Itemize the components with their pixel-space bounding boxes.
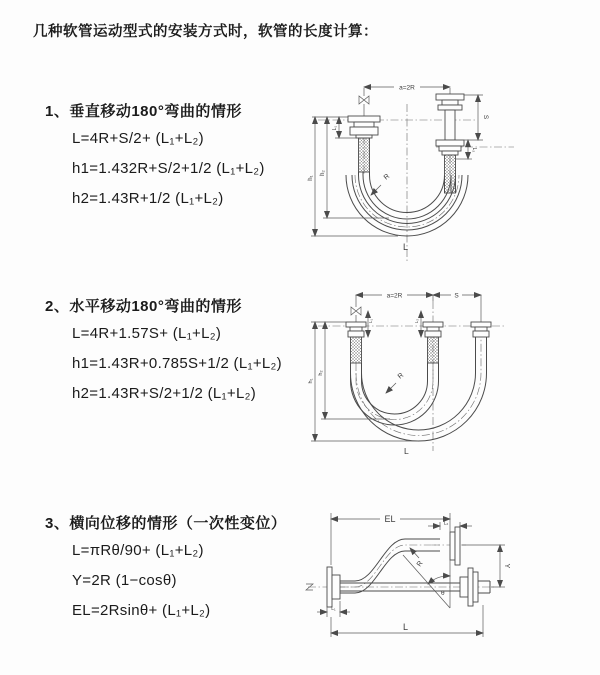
dim-L1 (317, 601, 350, 617)
section3-formula-EL: EL=2Rsinθ+ (L₁+L₂) (72, 602, 211, 619)
dim-label-l: L (404, 446, 409, 456)
section3-heading: 3、横向位移的情形（一次性变位） (45, 515, 287, 532)
left-flange (327, 567, 340, 607)
angle-theta (403, 555, 450, 608)
braided-hose-section (359, 138, 370, 172)
dim-L (331, 605, 483, 637)
left-fitting (348, 88, 380, 172)
page-title: 几种软管运动型式的安装方式时，软管的长度计算： (33, 24, 378, 40)
dim-label-h2: h₂ (320, 170, 326, 176)
section2-heading: 2、水平移动180°弯曲的情形 (45, 298, 242, 315)
radius-leader (386, 372, 405, 393)
section1-formula-h2: h2=1.43R+1/2 (L₁+L₂) (72, 190, 224, 207)
dim-EL (331, 513, 450, 608)
braided-hose-section (351, 337, 362, 363)
dim-label-l2: L₂ (414, 318, 419, 324)
section2-formula-h1: h1=1.43R+0.785S+1/2 (L₁+L₂) (72, 355, 282, 372)
dim-S (464, 95, 489, 140)
left-fitting (346, 295, 366, 363)
dim-label-r: R (382, 172, 392, 182)
section1-formula-h1: h1=1.432R+S/2+1/2 (L₁+L₂) (72, 160, 265, 177)
dim-label-h1: h₁ (308, 175, 314, 181)
right-fitting (436, 88, 464, 193)
dim-label-l: L (403, 242, 409, 252)
hose-position-a (351, 363, 439, 425)
section2-formula-L: L=4R+1.57S+ (L₁+L₂) (72, 325, 222, 342)
dim-L1 (368, 311, 373, 337)
section3-formula-L: L=πRθ/90+ (L₁+L₂) (72, 542, 204, 559)
right-fitting (471, 295, 491, 337)
braided-hose-section (428, 337, 439, 363)
dim-label-s: S (454, 292, 459, 300)
dim-label-l2: L₂ (443, 520, 449, 527)
dim-h1 (308, 322, 418, 441)
dim-label-r: R (415, 559, 425, 569)
dim-a-2R (364, 83, 450, 92)
diagram-horizontal-180-bend (308, 281, 520, 461)
dim-S (433, 291, 481, 300)
dim-label-l1: L₁ (368, 318, 373, 324)
dim-label-r: R (396, 371, 406, 381)
dim-a-2R (356, 291, 433, 300)
braided-hose-section (445, 155, 456, 193)
dim-label-l1: L₁ (331, 606, 336, 612)
dim-L2 (414, 311, 421, 337)
dim-label-a: a=2R (399, 84, 415, 92)
dim-label-h1: h₁ (308, 378, 314, 384)
hose-position-b (351, 337, 487, 441)
dim-label-l: L (403, 622, 409, 632)
section3-formula-Y: Y=2R (1−cosθ) (72, 572, 177, 589)
diagram-lateral-displacement (300, 505, 600, 650)
dim-label-el: EL (384, 514, 396, 524)
radius-leader (371, 173, 391, 195)
upper-flange (450, 527, 460, 565)
valve-icon (359, 96, 369, 104)
section1-heading: 1、垂直移动180°弯曲的情形 (45, 103, 242, 120)
dim-label-h2: h₂ (318, 370, 324, 376)
dim-label-y: Y (503, 563, 510, 569)
hose-s-curve (340, 539, 440, 593)
dim-label-a: a=2R (386, 292, 403, 300)
valve-icon (351, 307, 361, 315)
dim-label-l1: L₁ (332, 125, 338, 131)
section2-formula-h2: h2=1.43R+S/2+1/2 (L₁+L₂) (72, 385, 257, 402)
dim-label-l2: L₂ (471, 147, 477, 153)
section1-formula-L: L=4R+S/2+ (L₁+L₂) (72, 130, 204, 147)
dim-label-theta: θ (441, 590, 445, 597)
diagram-vertical-180-bend (306, 76, 588, 268)
dim-label-s: S (482, 114, 489, 120)
